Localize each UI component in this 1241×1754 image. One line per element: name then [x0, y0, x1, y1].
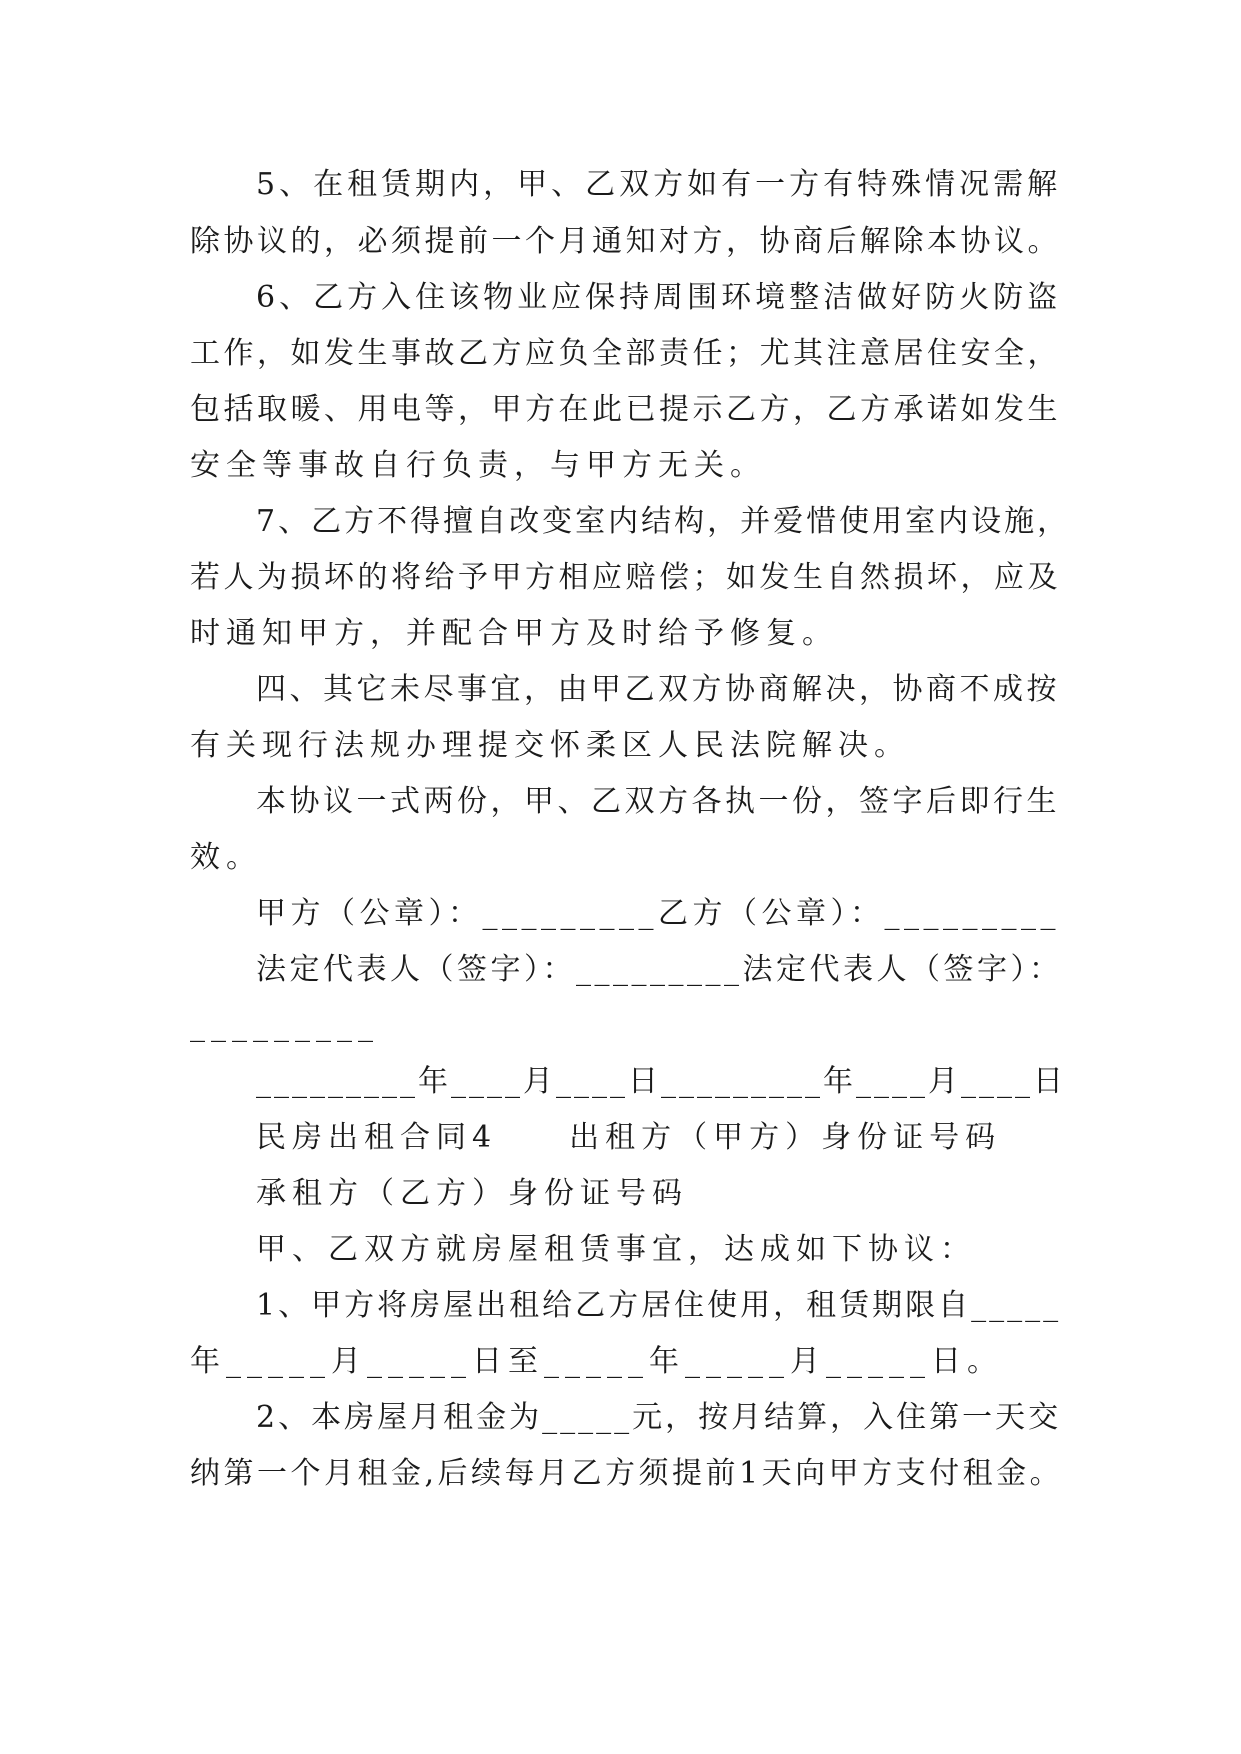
contract-title-line: 民房出租合同4 出租方（甲方）身份证号码 [256, 1120, 1002, 1155]
section-4-line-1: 四、其它未尽事宜，由甲乙双方协商解决，协商不成按 [256, 672, 1060, 707]
clause-2-line-1: 2、本房屋月租金为_____元，按月结算，入住第一天交 [256, 1400, 1062, 1435]
clause-5-line-1: 5、在租赁期内，甲、乙双方如有一方有特殊情况需解 [256, 167, 1062, 202]
date-line: _________年____月____日_________年____月____日 [256, 1064, 1066, 1099]
representative-blank: _________ [190, 1008, 379, 1043]
section-4-line-2: 有关现行法规办理提交怀柔区人民法院解决。 [190, 728, 910, 763]
clause-6-line-2: 工作，如发生事故乙方应负全部责任；尤其注意居住安全， [190, 336, 1061, 371]
clause-7-line-1: 7、乙方不得擅自改变室内结构，并爱惜使用室内设施， [256, 504, 1071, 539]
clause-5-line-2: 除协议的，必须提前一个月通知对方，协商后解除本协议。 [190, 224, 1061, 259]
clause-1-line-1: 1、甲方将房屋出租给乙方居住使用，租赁期限自_____ [256, 1288, 1062, 1323]
clause-6-line-3: 包括取暖、用电等，甲方在此已提示乙方，乙方承诺如发生 [190, 392, 1061, 427]
tenant-id-line: 承租方（乙方）身份证号码 [256, 1176, 688, 1211]
seal-line: 甲方（公章）：_________乙方（公章）：_________ [256, 896, 1060, 931]
copies-line-2: 效。 [190, 840, 262, 875]
copies-line-1: 本协议一式两份，甲、乙双方各执一份，签字后即行生 [256, 784, 1060, 819]
clause-6-line-1: 6、乙方入住该物业应保持周围环境整洁做好防火防盗 [256, 280, 1062, 315]
clause-2-line-2: 纳第一个月租金,后续每月乙方须提前1天向甲方支付租金。 [190, 1456, 1064, 1491]
agreement-intro: 甲、乙双方就房屋租赁事宜，达成如下协议： [256, 1232, 976, 1267]
clause-1-line-2: 年_____月_____日至_____年_____月_____日。 [190, 1344, 1003, 1379]
clause-7-line-3: 时通知甲方，并配合甲方及时给予修复。 [190, 616, 838, 651]
representative-line: 法定代表人（签字）：_________法定代表人（签字）： [256, 952, 1063, 987]
clause-6-line-4: 安全等事故自行负责，与甲方无关。 [190, 448, 766, 483]
clause-7-line-2: 若人为损坏的将给予甲方相应赔偿；如发生自然损坏，应及 [190, 560, 1061, 595]
